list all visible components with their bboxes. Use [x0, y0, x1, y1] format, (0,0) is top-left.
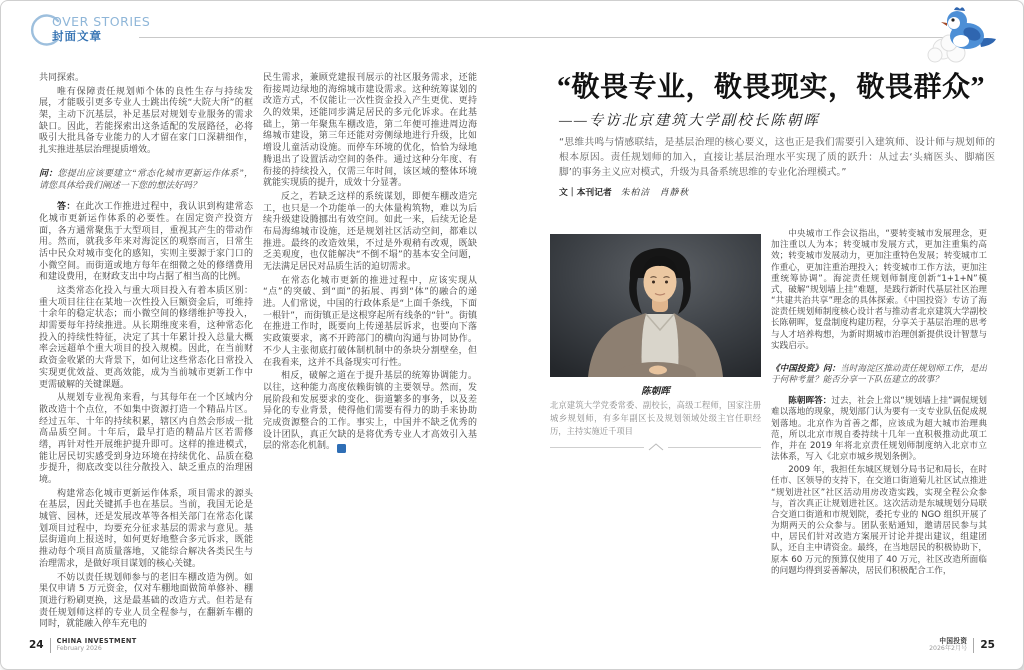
question-text: 您提出应该要建立“常态化城市更新运作体系”，请您具体给我们阐述一下您的想法好吗？: [39, 167, 253, 190]
right-page-footer: [929, 637, 995, 653]
intro-paragraph: 中央城市工作会议指出，“要转变城市发展理念，更加注重以人为本；转变城市发展方式，更加注重集约高效；转变城市发展动力，更加注重特色发展；转变城市工作重心，更加注重治理投入；转变城市工作方法，更加注重统筹协调”。海淀责任规划师制度创新“1+1+N”模式，破解“规划墙上挂”难题，是践行新时代基层社区治理“共建共治共享”理念的具体探索。《中国投资》专访了海淀责任规划师制度核心设计者与推动者北京建筑大学副校长陈朝晖，复盘制度构建历程，分享关于基层治理的思考与人才培养构想，为新时期城市治理创新提供设计智慧与实践启示。: [771, 229, 987, 351]
body-paragraph: 反之，若缺乏这样的系统谋划，即便车棚改造完工，也只是一个功能单一的大体量构筑物，难以为后续升级建设腾挪出有效空间。如此一来，后续无论是布局海绵城市设施，还是规划社区活动空间，都难以推进。最终的改造效果，不过是外观稍有改观，既缺乏美观度，也仅能解决“不倒不塌”的基本安全问题，无法满足居民对品质生活的迫切需求。: [263, 191, 477, 272]
bluebird-mascot-icon: [923, 3, 997, 63]
body-paragraph: 2009 年，我担任东城区规划分局书记和局长，在时任市、区领导的支持下，在交道口街道菊儿社区试点推进“规划进社区”社区活动用房改造实践，实现全程公众参与，首次真正让规划进社区。这次活动是东城规划分局联合交道口街道和市规划院，委托专业的 NGO 组织开展了为期两天的公众参与。团队张贴通知，邀请居民参与其中，居民们针对改造方案展开讨论并提出建议，组建团队，还自主申请资金。最终，在当地居民的积极协助下，原本 60 万元的预算仅使用了 40 万元，社区改造所面临的问题均得到妥善解决，居民们积极配合工作，: [771, 465, 987, 576]
header-rule: [139, 37, 949, 38]
question-prefix: 《中国投资》问：: [771, 362, 841, 373]
caption-divider: [550, 441, 761, 453]
section-title-en: OVER STORIES: [52, 14, 151, 29]
interview-question: [39, 168, 253, 191]
body-paragraph: 民生需求，兼顾党建报刊展示的社区服务需求，还能衔接周边绿地的海绵城市建设需求。这种统筹谋划的改造方式，不仅能让一次性资金投入产生更优、更持久的效果，还能同步满足居民的多元化诉求。在此基础上，第一年聚焦车棚改造，第二年便可推进周边海绵城市建设，第三年还能对旁侧绿地进行升级，比如增设儿童活动设施。而停车环境的优化，恰恰为绿地腾退出了设置活动空间的条件。通过这种分年度、有衔接的持续投入，仅需三年时间，该区域的整体环境就能实现质的提升，成效十分显著。: [263, 73, 477, 189]
magazine-name-en: CHINA INVESTMENT: [56, 637, 137, 646]
end-of-article-mark: IC: [337, 444, 346, 453]
byline-names: 朱柏洁 肖静秋: [620, 187, 690, 197]
photo-caption-name: 陈朝晖: [641, 386, 670, 397]
article-headline: “敬畏专业，敬畏现实，敬畏群众”: [557, 72, 986, 103]
interview-answer: 答：在此次工作推进过程中，我认识到构建常态化城市更新运作体系的必要性。在固定资产投资方面，各方通常聚焦于大型项目，重视其产生的带动作用。然而，就我多年来对海淀区的观察而言，日常生活中民众对城市变化的感知，实则主要源于家门口的小微空间。而街道或地方每年在细微之处的修缮费用和建设费用，在财政支出中均占据了相当高的比例。: [39, 202, 253, 283]
left-page-column-1: [39, 73, 253, 631]
chevron-up-icon: [648, 443, 664, 451]
body-paragraph: 相反，破解之道在于提升基层的统筹协调能力。以往，这种能力高度依赖街镇的主要领导。然而，发展阶段和发展要求的变化、街道繁多的事务，以及差异化的专业背景，使得他们需要有得力的助手来协助完成资源整合的工作。事实上，中国并不缺乏优秀的设计团队，真正欠缺的是将优秀专业人才高效引入基层的常态化机制。 IC: [263, 371, 477, 452]
section-title-cn: 封面文章: [52, 29, 102, 43]
interview-question: [771, 363, 987, 385]
magazine-name-cn: 中国投资: [939, 637, 968, 646]
byline-label: 文｜本刊记者: [559, 188, 612, 198]
interviewee-portrait-photo: [550, 234, 761, 377]
page-number: 24: [29, 639, 44, 651]
footer-divider: [973, 638, 974, 653]
issue-date-cn: 2026年2月号: [929, 645, 968, 653]
body-paragraph: 这类常态化投入与重大项目投入有着本质区别：重大项目往往在某地一次性投入巨额资金后，可维持十余年的稳定状态；而小微空间的修缮维护等投入，却需要每年持续推进。从长期维度来看，这种常态化投入的持续性特征，决定了其十年累计投入总量大概率会远超单个重大项目的投入规模。因此，在当前财政资金收紧的大背景下，如何让这些常态化日常投入实现更优效益、更高效能，成为当前城市更新工作中更需破解的关键课题。: [39, 286, 253, 390]
body-paragraph: 从规划专业视角来看，与其每年在一个区域内分散改造十个点位，不如集中资源打造一个精品片区。经过五年、十年的持续积累，辖区内自然会形成一批高品质空间。十年后，最早打造的精品片区若需修缮，再针对性开展维护提升即可。这样的推进模式，能让居民切实感受到身边环境在持续优化、品质在稳步提升，彻底改变以往分散投入、缺乏重点的治理困境。: [39, 393, 253, 485]
body-paragraph: 不妨以责任规划师参与的老旧车棚改造为例。如果仅申请 5 万元资金，仅对车棚地面做简单修补、棚顶进行粉刷更换，这是最基础的改造方式。但若是有责任规划师这样的专业人员全程参与，在翻新车棚的同时，就能融入停车充电的: [39, 572, 253, 630]
body-paragraph: 唯有保障责任规划师个体的良性生存与持续发展，才能吸引更多专业人士跳出传统“大院大所”的框架，主动下沉基层，补足基层对规划专业服务的需求缺口。因此，若能探索出这条适配的发展路径，必将吸引大批具备专业能力的人才留在家门口深耕细作，扎实推进基层治理提质增效。: [39, 86, 253, 156]
byline: [559, 185, 689, 198]
article-subhead: ——专访北京建筑大学副校长陈朝晖: [559, 113, 820, 129]
answer-prefix: 答：: [57, 202, 76, 213]
photo-caption-bio: 北京建筑大学党委常委、副校长，高级工程师，国家注册城乡规划师，有多年副区长及规划领域处级主官任职经历，主持实施近千项目: [550, 400, 761, 436]
body-paragraph: 在常态化城市更新的推进过程中，应该实现从“点”的突破、到“面”的拓展、再到“体”的融合的递进。人们常说，中国的行政体系是“上面千条线，下面一根针”，而街镇正是这根穿起所有线条的“针”。街镇在推进工作时，既要向上传递基层诉求，也要向下落实政策要求，离不开跨部门的横向沟通与协同协作。不少人主张彻底打破体制机制中的条块分割壁垒，但在我看来，这并不具备现实可行性。: [263, 275, 477, 368]
body-paragraph: 构建常态化城市更新运作体系，项目需求的源头在基层，因此关键抓手也在基层。当前，我国无论是城管、园林，还是发展改革等各相关部门在常态化谋划项目过程中，均要充分征求基层的需求与意见。基层街道向上报送时，如何更好地整合多元诉求，既能推动每个项目高质量落地，又能综合解决各类民生与治理需求，是做好项目谋划的核心关键。: [39, 488, 253, 569]
article-lede-quote: “思维共鸣与情感联结，是基层治理的核心要义，这也正是我们需要引入建筑师、设计师与规划师的根本原因。责任规划师的加入，直接让基层治理水平实现了质的跃升：从过去‘头痛医头、脚痛医脚’的事务主义应对模式，升级为具备系统思维的专业化治理模式。”: [559, 137, 995, 179]
page-number: 25: [980, 639, 995, 651]
left-page-column-2: [263, 73, 477, 453]
question-text: 当时海淀区推动责任规划师工作，是出于何种考量？能否分享一下队伍建立的故事？: [771, 362, 987, 385]
right-page-column: [771, 229, 987, 577]
issue-date-en: February 2026: [56, 645, 102, 653]
interview-answer: 陈朝晖答：过去，社会上常以“规划墙上挂”调侃规划难以落地的现象，规划部门认为要有一支专业队伍促成规划落地。北京作为首善之都，应该成为超大城市治理典范，所以北京市规自委持续十几年一直积极推动此项工作，并在 2019 年将北京责任规划师制度纳入北京市立法体系，写入《北京市城乡规划条例》。: [771, 396, 987, 463]
footer-divider: [50, 638, 51, 653]
question-prefix: 问：: [39, 167, 58, 178]
body-paragraph: 共同探索。: [39, 73, 85, 83]
left-page-footer: [29, 637, 137, 653]
answer-prefix: 陈朝晖答：: [788, 396, 832, 407]
